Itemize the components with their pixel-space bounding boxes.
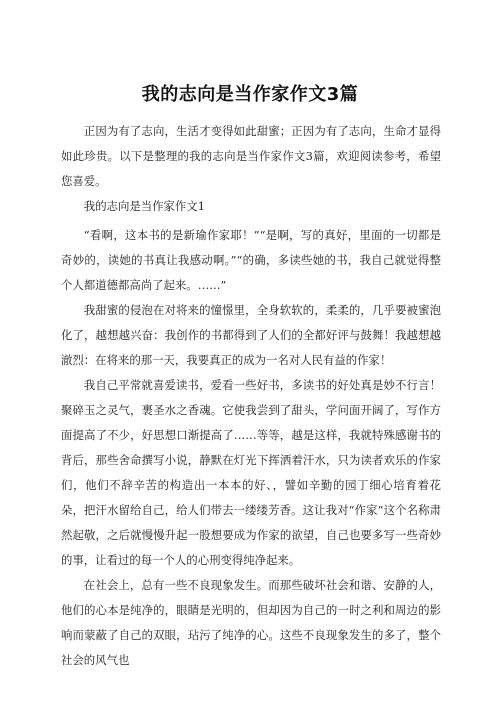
intro-paragraph: 正因为有了志向，生活才变得如此甜蜜；正因为有了志向，生命才显得如此珍贵。以下是整理的我的志向是当作家作文3篇，欢迎阅读参考，希望您喜爱。 [61,124,441,188]
document-title: 我的志向是当作家作文3篇 [141,84,359,105]
body-paragraph: 我甜蜜的侵泡在对将来的憧憬里，全身软软的，柔柔的，几乎要被蜜泡化了，越想越兴奋：我创作的书都得到了人们的全都好评与鼓舞！我越想越澈烈：在将来的那一天，我要真正的成为一名对人民有益的作家！ [61,303,441,367]
body-paragraph: 我自己平常就喜爱读书，爱看一些好书，多读书的好处真是妙不行言！聚碎玉之灵气，裹圣水之香魂。它使我尝到了甜头，学问面开阔了，写作方面提高了不少，好思想口渐提高了……等等，越是这样，我就特殊感谢书的背后，那些舍命撰写小说，静默在灯光下挥洒着汗水，只为读者欢乐的作家们，他们不辞辛苦的构造出一本本的好、，譬如辛勤的园丁细心培育着花朵，把汗水留给自己，给人们带去一缕缕芳香。这让我对“作家”这个名称肃然起敬，之后就慢慢升起一股想要成为作家的欲望，自己也要多写一些奇妙的事，让看过的每一个人的心刑变得纯净起来。 [61,378,441,567]
body-paragraph: “看啊，这本书的是新瑜作家耶！”“是啊，写的真好，里面的一切都是奇妙的，读她的书真让我感动啊。”“的确，多读些她的书，我自己就觉得整个人都道德都高尚了起来。……” [61,228,441,292]
document-body [61,119,441,673]
body-paragraph: 在社会上，总有一些不良现象发生。而那些破坏社会和谐、安静的人，他们的心本是纯净的，眼睛是光明的，但却因为自己的一时之利和周边的影响而蒙蔽了自己的双眼，玷污了纯净的心。这些不良现象发生的多了，整个社会的风气也 [61,578,441,667]
section-heading: 我的志向是当作家作文1 [83,199,205,213]
